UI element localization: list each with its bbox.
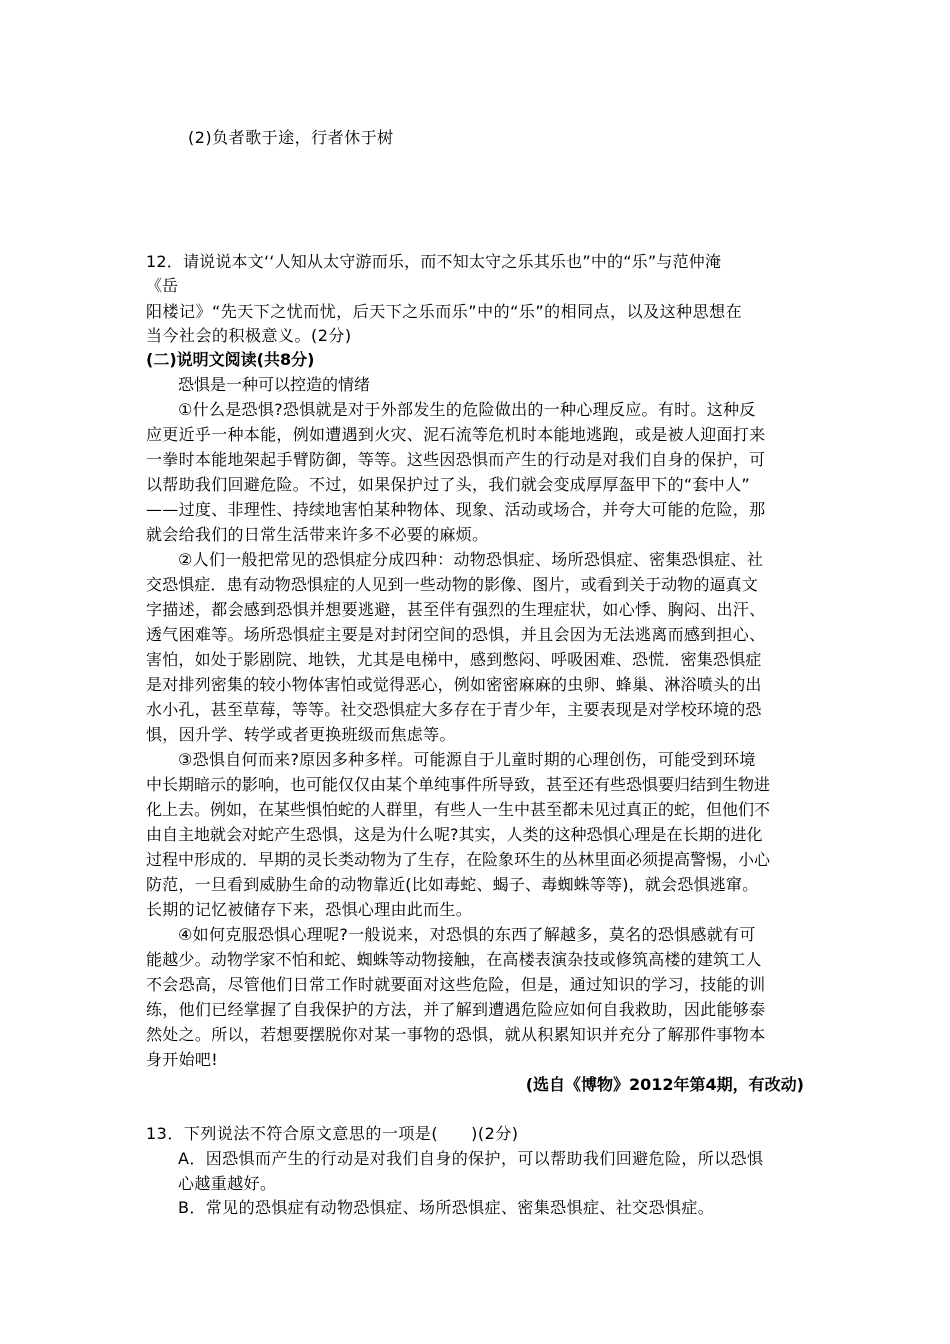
- article-line: 字描述，都会感到恐惧并想要逃避，甚至伴有强烈的生理症状，如心悸、胸闷、出汗、: [146, 600, 766, 619]
- article-line: 防范，一旦看到威胁生命的动物靠近(比如毒蛇、蝎子、毒蜘蛛等等)，就会恐惧逃窜。: [146, 875, 759, 894]
- article-line: 是对排列密集的较小物体害怕或觉得恶心，例如密密麻麻的虫卵、蜂巢、淋浴喷头的出: [146, 675, 762, 694]
- q11-item-2: (2)负者歌于途，行者休于树: [188, 128, 394, 147]
- q13-stem: 13．下列说法不符合原文意思的一项是( )(2分): [146, 1124, 519, 1143]
- q12-line-1: 12．请说说本文‘‘人知从太守游而乐，而不知太守之乐其乐也”中的“乐”与范仲淹: [146, 252, 722, 271]
- article-source: (选自《博物》2012年第4期，有改动): [525, 1075, 804, 1094]
- article-line: 应更近乎一种本能，例如遭遇到火灾、泥石流等危机时本能地逃跑，或是被人迎面打来: [146, 425, 766, 444]
- article-line: 中长期暗示的影响，也可能仅仅由某个单纯事件所导致，甚至还有些恐惧要归结到生物进: [146, 775, 771, 794]
- article-line: 透气困难等。场所恐惧症主要是对封闭空间的恐惧，并且会因为无法逃离而感到担心、: [146, 625, 766, 644]
- q12-line-2: 《岳: [146, 276, 179, 295]
- article-line: ——过度、非理性、持续地害怕某种物体、现象、活动或场合，并夸大可能的危险，那: [146, 500, 766, 519]
- article-line: 惧，因升学、转学或者更换班级而焦虑等。: [146, 725, 456, 744]
- article-line: 以帮助我们回避危险。不过，如果保护过了头，我们就会变成厚厚盔甲下的“套中人”: [146, 475, 750, 494]
- article-line: ④如何克服恐惧心理呢?一般说来，对恐惧的东西了解越多，莫名的恐惧感就有可: [178, 925, 756, 944]
- article-line: 一拳时本能地架起手臂防御，等等。这些因恐惧而产生的行动是对我们自身的保护，可: [146, 450, 766, 469]
- article-line: 然处之。所以，若想要摆脱你对某一事物的恐惧，就从积累知识并充分了解那件事物本: [146, 1025, 766, 1044]
- article-line: ③恐惧自何而来?原因多种多样。可能源自于儿童时期的心理创伤，可能受到环境: [178, 750, 756, 769]
- section-heading: (二)说明文阅读(共8分): [146, 350, 315, 369]
- q12-line-3: 阳楼记》“先天下之忧而忧，后天下之乐而乐”中的“乐”的相同点，以及这种思想在: [146, 302, 743, 321]
- q13-option-b: B．常见的恐惧症有动物恐惧症、场所恐惧症、密集恐惧症、社交恐惧症。: [178, 1198, 715, 1217]
- q13-option-a-line-2: 心越重越好。: [178, 1174, 277, 1193]
- article-line: 水小孔，甚至草莓，等等。社交恐惧症大多存在于青少年，主要表现是对学校环境的恐: [146, 700, 762, 719]
- article-line: 不会恐高，尽管他们日常工作时就要面对这些危险，但是，通过知识的学习，技能的训: [146, 975, 766, 994]
- article-title: 恐惧是一种可以控造的情绪: [178, 375, 371, 394]
- article-line: 身开始吧!: [146, 1050, 218, 1069]
- article-line: ①什么是恐惧?恐惧就是对于外部发生的危险做出的一种心理反应。有时。这种反: [178, 400, 756, 419]
- article-line: 能越少。动物学家不怕和蛇、蜘蛛等动物接触，在高楼表演杂技或修筑高楼的建筑工人: [146, 950, 762, 969]
- q13-option-a-line-1: A．因恐惧而产生的行动是对我们自身的保护，可以帮助我们回避危险，所以恐惧: [178, 1149, 764, 1168]
- article-line: ②人们一般把常见的恐惧症分成四种：动物恐惧症、场所恐惧症、密集恐惧症、社: [178, 550, 764, 569]
- article-line: 就会给我们的日常生活带来许多不必要的麻烦。: [146, 525, 489, 544]
- article-line: 害怕，如处于影剧院、地铁，尤其是电梯中，感到憋闷、呼吸困难、恐慌．密集恐惧症: [146, 650, 762, 669]
- article-line: 练，他们已经掌握了自我保护的方法，并了解到遭遇危险应如何自我救助，因此能够泰: [146, 1000, 766, 1019]
- article-line: 化上去。例如，在某些惧怕蛇的人群里，有些人一生中甚至都未见过真正的蛇，但他们不: [146, 800, 771, 819]
- q12-line-4: 当今社会的积极意义。(2分): [146, 326, 352, 345]
- article-line: 由自主地就会对蛇产生恐惧，这是为什么呢?其实，人类的这种恐惧心理是在长期的进化: [146, 825, 763, 844]
- article-line: 交恐惧症．患有动物恐惧症的人见到一些动物的影像、图片，或看到关于动物的逼真文: [146, 575, 758, 594]
- article-line: 长期的记忆被储存下来，恐惧心理由此而生。: [146, 900, 473, 919]
- article-line: 过程中形成的．早期的灵长类动物为了生存，在险象环生的丛林里面必须提高警惕，小心: [146, 850, 771, 869]
